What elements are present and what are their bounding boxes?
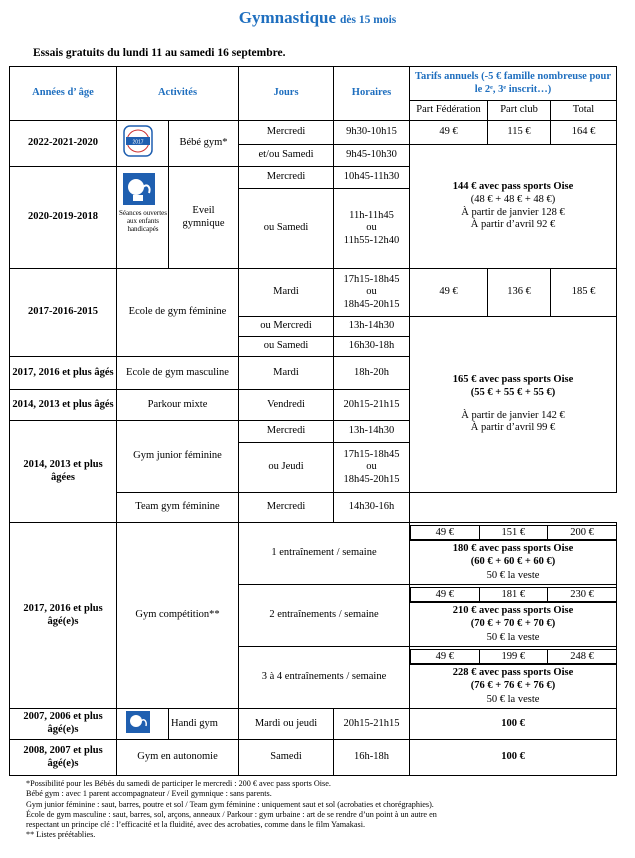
header-part-federation: Part Fédération xyxy=(410,101,488,121)
essais-notice: Essais gratuits du lundi 11 au samedi 16 septembre. xyxy=(33,47,286,59)
svg-text:2017: 2017 xyxy=(132,139,144,146)
horaire-cell: 13h-14h30 xyxy=(334,421,410,443)
age-cell: 2017, 2016 et plus âgés xyxy=(10,357,117,390)
horaire-cell: 9h30-10h15 xyxy=(334,121,410,145)
competition-option-2: 2 entraînements / semaine xyxy=(239,585,410,647)
price-block-gym: 165 € avec pass sports Oise (55 € + 55 € + 55 €) À partir de janvier 142 € À partir d’avril 99 € xyxy=(410,317,617,493)
jour-cell: Mardi ou jeudi xyxy=(239,709,334,740)
activity-cell: Team gym féminine xyxy=(117,493,239,523)
footnote: Gym junior féminine : saut, barres, poutre et sol / Team gym féminine : uniquement saut et sol (acrobaties et chorégraphies). xyxy=(26,799,434,809)
table-row xyxy=(10,269,617,317)
jour-cell: et/ou Samedi xyxy=(239,145,334,167)
activity-cell: Bébé gym* xyxy=(169,121,239,167)
jour-cell: Mercredi xyxy=(239,493,334,523)
age-cell: 2007, 2006 et plus âgé(e)s xyxy=(10,709,117,740)
price-block-eveil: 144 € avec pass sports Oise (48 € + 48 € + 48 €) À partir de janvier 128 € À partir d’avril 92 € xyxy=(410,145,617,269)
age-cell: 2008, 2007 et plus âgé(e)s xyxy=(10,740,117,776)
federation-logo xyxy=(117,121,169,167)
competition-option-3: 3 à 4 entraînements / semaine xyxy=(239,647,410,709)
horaire-cell: 17h15-18h45 ou 18h45-20h15 xyxy=(334,269,410,317)
competition-price-2: 49 € 181 € 230 € 210 € avec pass sports Oise (70 € + 70 € + 70 €) 50 € la veste xyxy=(410,585,617,647)
header-total: Total xyxy=(551,101,617,121)
jour-cell: Mercredi xyxy=(239,121,334,145)
table-row xyxy=(10,523,617,585)
horaire-cell: 20h15-21h15 xyxy=(334,709,410,740)
price-total: 185 € xyxy=(551,269,617,317)
price-total: 164 € xyxy=(551,121,617,145)
footnote: respectant un principe clé : l’efficacité et la fluidité, avec des acrobaties, comme dans le film Yamakasi. xyxy=(26,820,366,829)
price-club: 151 € xyxy=(479,526,548,540)
price-federation: 49 € xyxy=(410,269,488,317)
price-club: 199 € xyxy=(479,650,548,664)
price-federation: 49 € xyxy=(411,588,480,602)
jour-cell: Mardi xyxy=(239,357,334,390)
jour-cell: Samedi xyxy=(239,740,334,776)
header-ages: Années d’ âge xyxy=(10,67,117,121)
header-horaires: Horaires xyxy=(334,67,410,121)
table-row xyxy=(10,709,617,740)
price-club: 115 € xyxy=(488,121,551,145)
jour-cell: ou Samedi xyxy=(239,189,334,269)
jour-cell: ou Jeudi xyxy=(239,443,334,493)
jour-cell: Mercredi xyxy=(239,167,334,189)
footnote: Bébé gym : avec 1 parent accompagnateur / Eveil gymnique : sans parents. xyxy=(26,789,272,799)
price-club: 136 € xyxy=(488,269,551,317)
activity-cell: Gym en autonomie xyxy=(117,740,239,776)
horaire-cell: 20h15-21h15 xyxy=(334,390,410,421)
page-title: Gymnastique dès 15 mois xyxy=(238,8,397,27)
age-cell: 2014, 2013 et plus âgés xyxy=(10,390,117,421)
horaire-cell: 17h15-18h45 ou 18h45-20h15 xyxy=(334,443,410,493)
jour-cell: Vendredi xyxy=(239,390,334,421)
header-jours: Jours xyxy=(239,67,334,121)
header-row xyxy=(10,67,617,101)
header-tarifs: Tarifs annuels (-5 € famille nombreuse pour le 2ᵉ, 3ᵉ inscrit…) xyxy=(410,67,617,101)
header-part-club: Part club xyxy=(488,101,551,121)
price-club: 181 € xyxy=(479,588,548,602)
horaire-cell: 13h-14h30 xyxy=(334,317,410,337)
horaire-cell: 10h45-11h30 xyxy=(334,167,410,189)
jour-cell: Mercredi xyxy=(239,421,334,443)
price-total: 100 € xyxy=(410,709,617,740)
horaire-cell: 18h-20h xyxy=(334,357,410,390)
age-cell: 2022-2021-2020 xyxy=(10,121,117,167)
competition-option-1: 1 entraînement / semaine xyxy=(239,523,410,585)
age-cell: 2014, 2013 et plus âgées xyxy=(10,421,117,523)
jour-cell: ou Samedi xyxy=(239,337,334,357)
schedule-table xyxy=(9,66,617,776)
handicap-icon xyxy=(126,711,150,733)
federation-logo-icon xyxy=(123,125,153,157)
footnote: École de gym masculine : saut, barres, sol, arçons, anneaux / Parkour : gym urbaine : art de se rendre d’un point à un autre en xyxy=(26,809,437,819)
price-federation: 49 € xyxy=(411,650,480,664)
horaire-cell: 16h30-18h xyxy=(334,337,410,357)
horaire-cell: 16h-18h xyxy=(334,740,410,776)
activity-cell: Ecole de gym masculine xyxy=(117,357,239,390)
price-total: 100 € xyxy=(410,740,617,776)
age-cell: 2017-2016-2015 xyxy=(10,269,117,357)
age-cell: 2017, 2016 et plus âgé(e)s xyxy=(10,523,117,709)
activity-cell: Gym junior féminine xyxy=(117,421,239,493)
handicap-icon xyxy=(123,173,155,205)
price-total: 200 € xyxy=(548,526,617,540)
horaire-cell: 14h30-16h xyxy=(334,493,410,523)
handicap-logo xyxy=(117,167,169,269)
competition-price-3: 49 € 199 € 248 € 228 € avec pass sports Oise (76 € + 76 € + 76 €) 50 € la veste xyxy=(410,647,617,709)
age-cell: 2020-2019-2018 xyxy=(10,167,117,269)
activity-cell: Ecole de gym féminine xyxy=(117,269,239,357)
price-federation: 49 € xyxy=(410,121,488,145)
jour-cell: ou Mercredi xyxy=(239,317,334,337)
handi-logo xyxy=(117,709,169,740)
horaire-cell: 9h45-10h30 xyxy=(334,145,410,167)
activity-cell: Parkour mixte xyxy=(117,390,239,421)
competition-price-1: 49 € 151 € 200 € 180 € avec pass sports Oise (60 € + 60 € + 60 €) 50 € la veste xyxy=(410,523,617,585)
header-activites: Activités xyxy=(117,67,239,121)
activity-cell: Eveil gymnique xyxy=(169,167,239,269)
activity-cell: Handi gym xyxy=(169,709,239,740)
horaire-cell: 11h-11h45 ou 11h55-12h40 xyxy=(334,189,410,269)
footnote: ** Listes préétablies. xyxy=(26,830,96,840)
handicap-caption: Séances ouvertes aux enfants handicapés xyxy=(118,209,167,234)
footnote: *Possibilité pour les Bébés du samedi de participer le mercredi : 200 € avec pass sports Oise. xyxy=(26,779,331,788)
table-row xyxy=(10,740,617,776)
activity-cell: Gym compétition** xyxy=(117,523,239,709)
jour-cell: Mardi xyxy=(239,269,334,317)
footnotes xyxy=(26,779,616,841)
price-federation: 49 € xyxy=(411,526,480,540)
price-total: 248 € xyxy=(548,650,617,664)
price-total: 230 € xyxy=(548,588,617,602)
table-row xyxy=(10,121,617,145)
